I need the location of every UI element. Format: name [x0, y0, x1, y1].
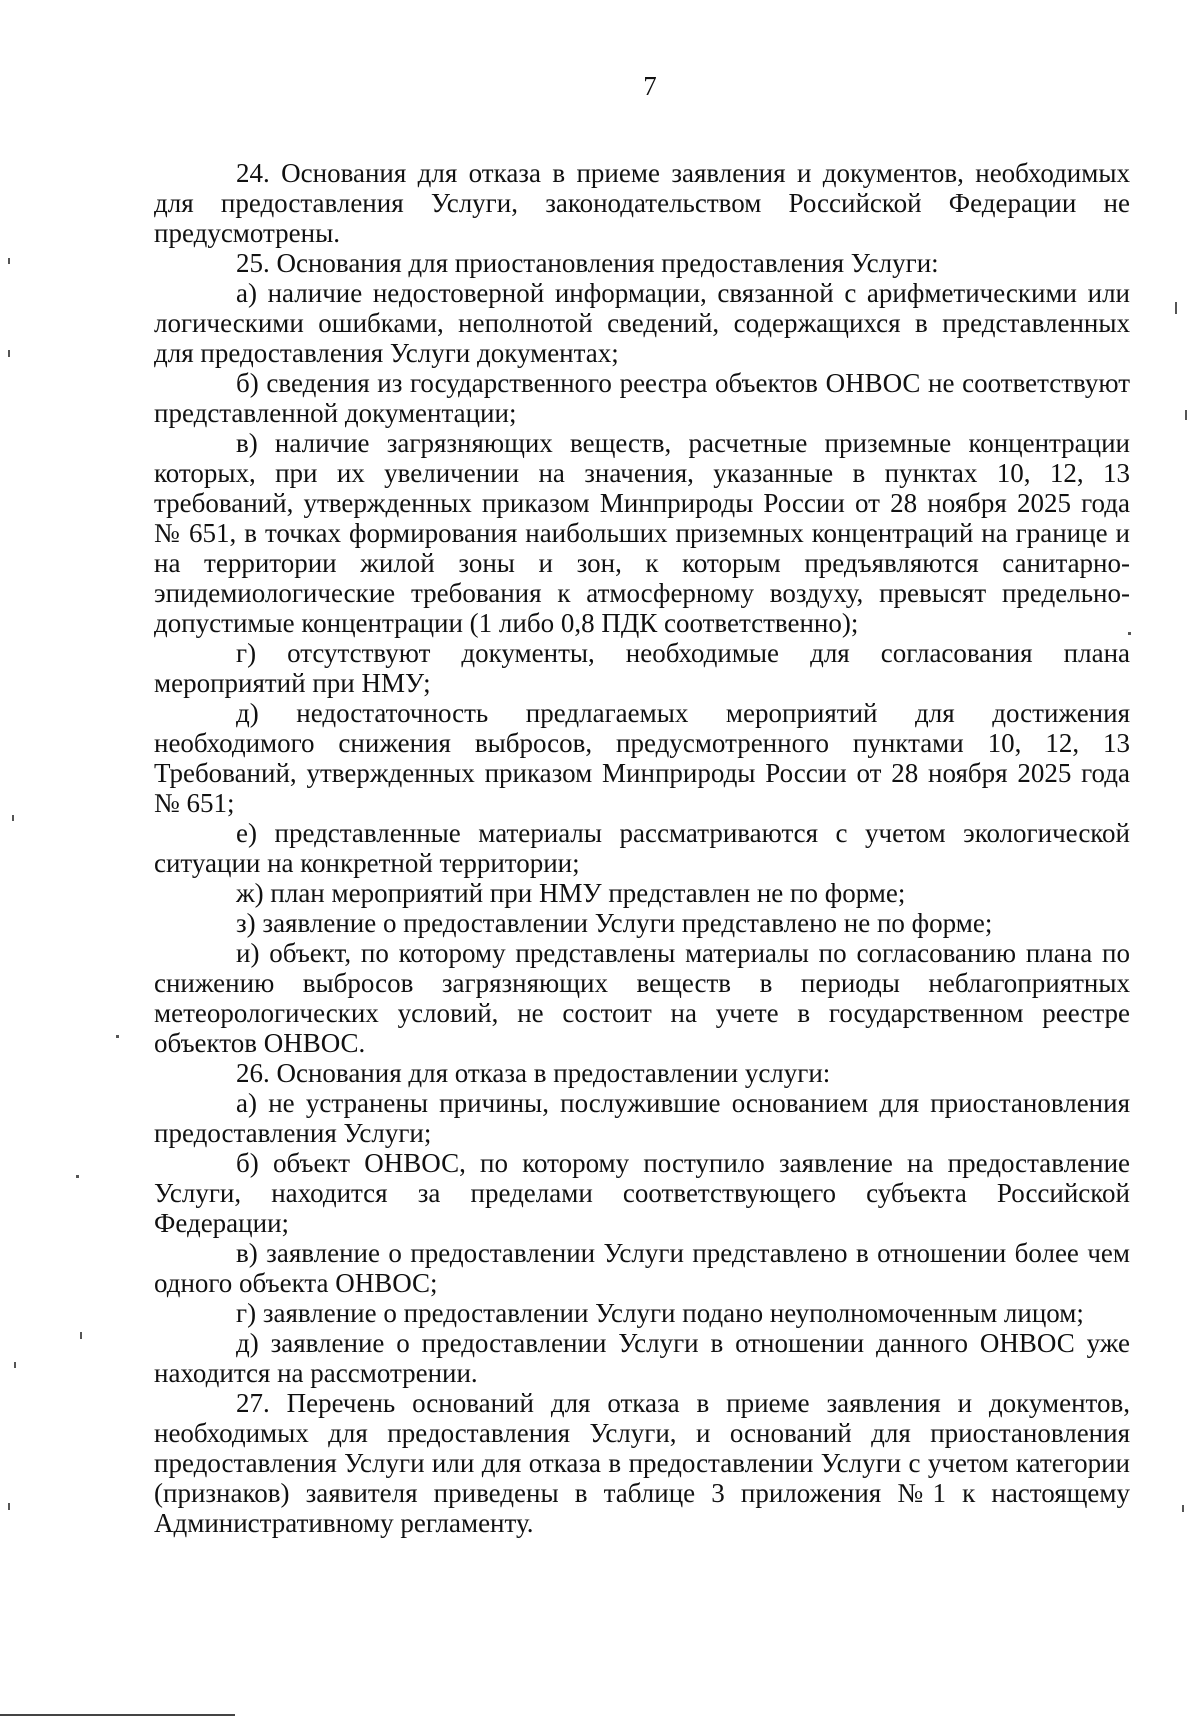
scan-speck: [8, 1503, 10, 1510]
paragraph-24: 24. Основания для отказа в приеме заявления и документов, необходимых для предоставления Услуги, законодательством Российской Федерации не предусмотрены.: [154, 158, 1130, 248]
paragraph-25-e: е) представленные материалы рассматриваются с учетом экологической ситуации на конкретной территории;: [154, 818, 1130, 878]
paragraph-25-heading: 25. Основания для приостановления предоставления Услуги:: [236, 248, 939, 278]
paragraph-25-d: д) недостаточность предлагаемых мероприятий для достижения необходимого снижения выбросов, предусмотренного пунктами 10, 12, 13 Требований, утвержденных приказом Минприроды России от 28 ноября 2025 года № 651;: [154, 698, 1130, 818]
scan-speck: [8, 258, 10, 264]
paragraph-25-i: и) объект, по которому представлены материалы по согласованию плана по снижению выбросов загрязняющих веществ в периоды неблагоприятных метеорологических условий, не состоит на учете в государственном реестре объектов ОНВОС.: [154, 938, 1130, 1058]
scan-speck: [8, 350, 10, 357]
bottom-edge-rule: [0, 1714, 235, 1716]
paragraph-25-z: з) заявление о предоставлении Услуги представлено не по форме;: [236, 908, 993, 938]
scan-speck: [14, 1362, 16, 1368]
paragraph-26-a: а) не устранены причины, послужившие основанием для приостановления предоставления Услуги;: [154, 1088, 1130, 1148]
paragraph-26-d: д) заявление о предоставлении Услуги в отношении данного ОНВОС уже находится на рассмотрении.: [154, 1328, 1130, 1388]
paragraph-25-b: б) сведения из государственного реестра объектов ОНВОС не соответствуют представленной документации;: [154, 368, 1130, 428]
paragraph-25-zh: ж) план мероприятий при НМУ представлен не по форме;: [236, 878, 906, 908]
paragraph-25-g: г) отсутствуют документы, необходимые для согласования плана мероприятий при НМУ;: [154, 638, 1130, 698]
page-number: 7: [643, 71, 657, 101]
scan-speck: [1128, 632, 1131, 635]
paragraph-26-g: г) заявление о предоставлении Услуги подано неуполномоченным лицом;: [236, 1298, 1084, 1328]
document-body: [154, 158, 1130, 1538]
paragraph-26-heading: 26. Основания для отказа в предоставлении услуги:: [236, 1058, 831, 1088]
scan-speck: [1175, 302, 1177, 314]
scan-speck: [1182, 1505, 1184, 1512]
paragraph-27: 27. Перечень оснований для отказа в приеме заявления и документов, необходимых для предоставления Услуги, и оснований для приостановления предоставления Услуги или для отказа в предоставлении Услуги с учетом категории (признаков) заявителя приведены в таблице 3 приложения №1 к настоящему Административному регламенту.: [154, 1388, 1130, 1538]
paragraph-26-b: б) объект ОНВОС, по которому поступило заявление на предоставление Услуги, находится за пределами соответствующего субъекта Российской Федерации;: [154, 1148, 1130, 1238]
paragraph-26-v: в) заявление о предоставлении Услуги представлено в отношении более чем одного объекта ОНВОС;: [154, 1238, 1130, 1298]
scan-speck: [76, 1175, 79, 1178]
scan-speck: [116, 1035, 119, 1038]
scan-speck: [12, 815, 14, 821]
scan-speck: [80, 1332, 82, 1339]
paragraph-25-a: а) наличие недостоверной информации, связанной с арифметическими или логическими ошибками, неполнотой сведений, содержащихся в представленных для предоставления Услуги документах;: [154, 278, 1130, 368]
scan-speck: [1185, 410, 1187, 420]
paragraph-25-v: в) наличие загрязняющих веществ, расчетные приземные концентрации которых, при их увеличении на значения, указанные в пунктах 10, 12, 13 требований, утвержденных приказом Минприроды России от 28 ноября 2025 года № 651, в точках формирования наибольших приземных концентраций на границе и на территории жилой зоны и зон, к которым предъявляются санитарно-эпидемиологические требования к атмосферному воздуху, превысят предельно-допустимые концентрации (1 либо 0,8 ПДК соответственно);: [154, 428, 1130, 638]
